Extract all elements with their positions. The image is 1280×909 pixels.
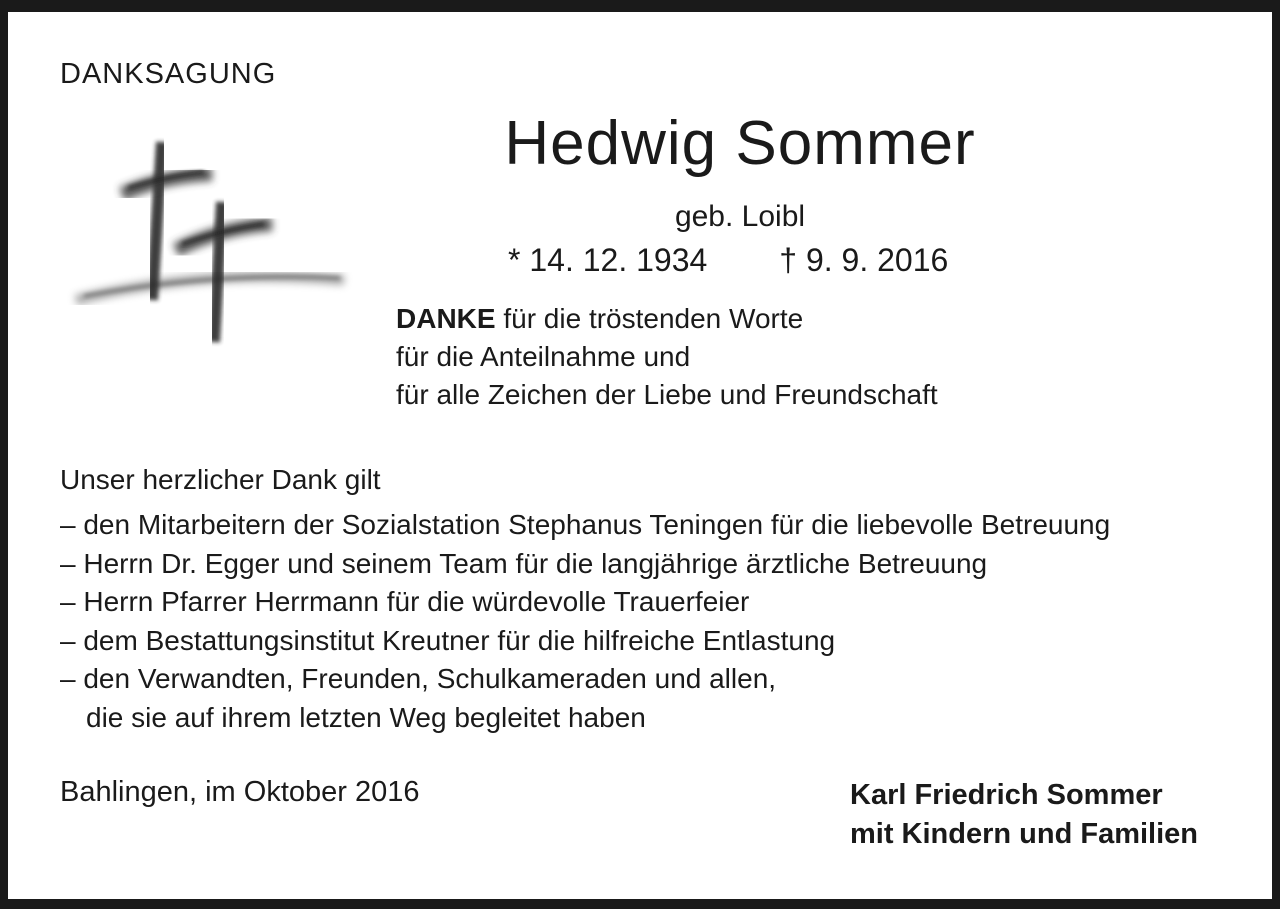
thanks-line-2: für die Anteilnahme und <box>396 341 691 372</box>
notice-heading: DANKSAGUNG <box>60 58 277 90</box>
thanks-line-1-text: für die tröstenden Worte <box>495 303 804 334</box>
list-item: – Herrn Dr. Egger und seinem Team für die langjährige ärztliche Betreuung <box>60 547 988 579</box>
list-item: – den Verwandten, Freunden, Schulkameraden und allen, <box>60 663 777 694</box>
gratitude-list <box>60 506 1280 737</box>
thanks-line-3: für alle Zeichen der Liebe und Freundschaft <box>396 379 938 410</box>
death-date: † 9. 9. 2016 <box>779 242 949 278</box>
list-item: – dem Bestattungsinstitut Kreutner für die hilfreiche Entlastung <box>60 624 836 656</box>
thanks-line-1 <box>396 300 938 338</box>
thanks-bold: DANKE <box>396 303 496 334</box>
thanks-block <box>396 300 938 414</box>
birth-date: * 14. 12. 1934 <box>508 242 708 278</box>
place-date: Bahlingen, im Oktober 2016 <box>60 776 420 808</box>
list-item: – Herrn Pfarrer Herrmann für die würdevolle Trauerfeier <box>60 586 750 617</box>
signature-block <box>850 776 1198 854</box>
list-item: – den Mitarbeitern der Sozialstation Stephanus Teningen für die liebevolle Betreuung <box>60 509 1111 540</box>
gratitude-intro: Unser herzlicher Dank gilt <box>60 464 381 495</box>
deceased-name: Hedwig Sommer <box>504 109 976 178</box>
signer-family: mit Kindern und Familien <box>850 818 1199 850</box>
list-item-continuation: die sie auf ihrem letzten Weg begleitet haben <box>86 701 646 733</box>
signer-name: Karl Friedrich Sommer <box>850 779 1163 811</box>
maiden-name: geb. Loibl <box>674 200 806 233</box>
life-dates <box>508 242 948 279</box>
